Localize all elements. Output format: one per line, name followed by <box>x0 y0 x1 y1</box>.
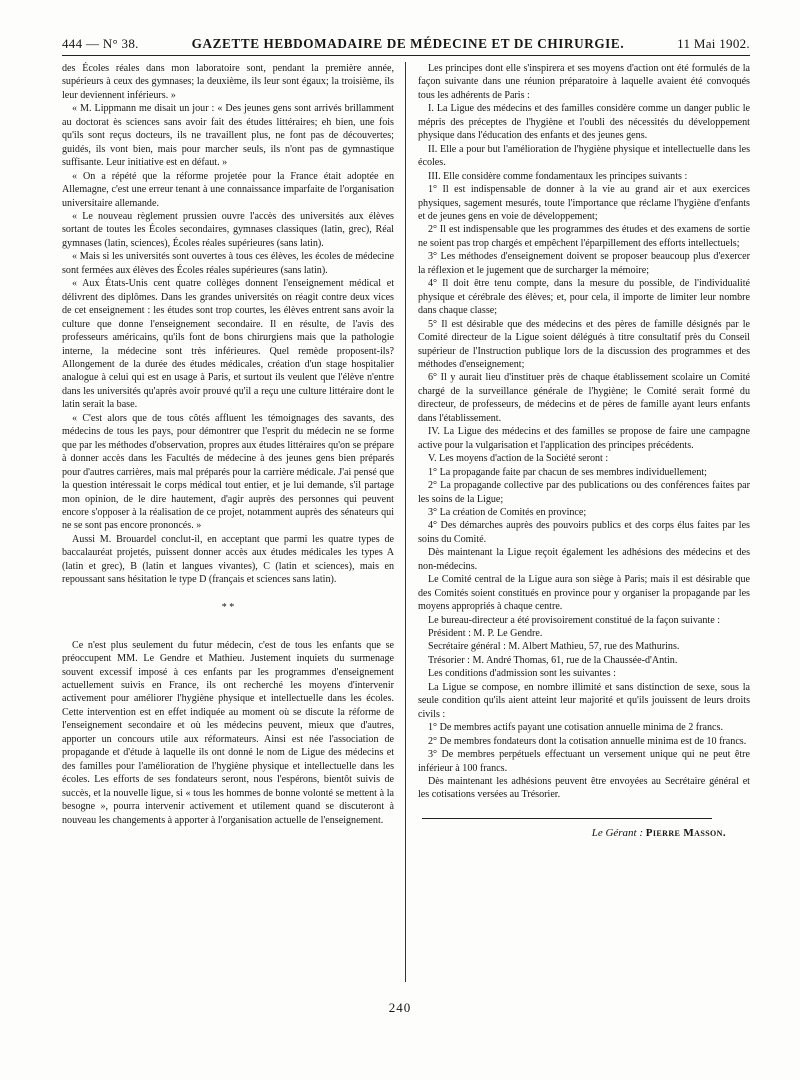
paragraph: V. Les moyens d'action de la Société seront : <box>428 453 609 465</box>
paragraph: Dès maintenant les adhésions peuvent être envoyées au Secrétaire général et les cotisations versées au Trésorier. <box>418 776 750 801</box>
paragraph: 1° Il est indispensable de donner à la vie au grand air et aux exercices physiques, sagement mesurés, toute l'importance que réclame l'hygiène d'enfants et de jeunes gens en voie de développement; <box>418 184 750 222</box>
signature <box>418 827 750 840</box>
paragraph: II. Elle a pour but l'amélioration de l'hygiène physique et intellectuelle dans les écoles. <box>418 143 750 169</box>
paragraph: 2° De membres fondateurs dont la cotisation annuelle minima est de 10 francs. <box>428 735 747 747</box>
paragraph: « C'est alors que de tous côtés affluent les témoignages des savants, des médecins de tous les pays, pour démontrer que l'esprit du médecin ne se forme que par les méthodes d'observation, propres aux études littéraires qu'on se prépare à donner accès dans les Facultés de médecine à des jeunes gens bien préparés pour d'autres carrières, mais mal préparés pour la carrière médicale. J'ai pensé que la question intéressait le corps médical tout entier, et je lui demande, s'il partage mon opinion, de le dire hautement, d'agir auprès des personnes qui peuvent encore s'opposer à la réalisation de ce projet, notamment auprès des sénateurs qui ne se sont pas encore prononcés. » <box>62 412 394 532</box>
paragraph: La Ligue se compose, en nombre illimité et sans distinction de sexe, sous la seule condition qu'ils aient atteint leur majorité et qu'ils jouissent de leurs droits civils : <box>418 681 750 720</box>
running-header <box>62 36 750 56</box>
column-divider <box>405 62 406 982</box>
two-column-body <box>62 62 750 840</box>
paragraph: I. La Ligue des médecins et des familles considère comme un danger public le mépris des préceptes de l'hygiène et l'oubli des nécessités du développement physique dans l'éducation des enfants et des jeunes gens. <box>418 103 750 142</box>
paragraph: 1° De membres actifs payant une cotisation annuelle minima de 2 francs. <box>428 722 723 734</box>
paragraph: 3° De membres perpétuels effectuant un versement unique qui ne peut être inférieur à 100 francs. <box>418 749 750 774</box>
paragraph: Président : M. P. Le Gendre. <box>428 628 543 640</box>
paragraph: « Mais si les universités sont ouvertes à tous ces élèves, les écoles de médecine sont fermées aux élèves des Écoles réales supérieures (sans latin). <box>62 251 394 276</box>
paragraph: 6° Il y aurait lieu d'instituer près de chaque établissement scolaire un Comité chargé de la surveillance générale de l'hygiène; le Comité serait formé du directeur, de professeurs, de médecins et de pères de famille ayant leurs enfants dans l'établissement. <box>418 372 750 424</box>
paragraph: Les principes dont elle s'inspirera et ses moyens d'action ont été formulés de la façon suivante dans une réunion préparatoire à laquelle avaient été convoqués tous les adhérents de Paris : <box>418 63 750 101</box>
paragraph: « M. Lippmann me disait un jour : « Des jeunes gens sont arrivés brillamment au doctorat ès sciences sans avoir fait des études littéraires; eh bien, une fois qu'ils sont reçus docteurs, ils ne travaillent plus, ne font pas de découvertes; guidés, ils vont bien, mais pour marcher seuls, ils n'ont pas de gymnastique suffisante. Leur initiative est en défaut. » <box>62 103 394 169</box>
paragraph: Dès maintenant la Ligue reçoit également les adhésions des médecins et des non-médecins. <box>418 547 750 572</box>
paragraph: 5° Il est désirable que des médecins et des pères de famille désignés par le Comité directeur de la Ligue soient délégués à titre consultatif près du Conseil supérieur de l'Instruction publique lors de la discussion des programmes et des méthodes d'enseignement; <box>418 318 750 370</box>
paragraph: Ce n'est plus seulement du futur médecin, c'est de tous les enfants que se préoccupent MM. Le Gendre et Mathieu. Justement inquiets du surmenage souvent excessif imposé à ces enfants par les programmes d'enseignement actuellement suivis en France, ils ont recherché les moyens d'intervenir activement pour améliorer l'hygiène physique et intellectuelle dans les écoles. Cette intervention est en effet indiquée au moment où se discute la réforme de l'enseignement secondaire et où les médecins peuvent, mieux que d'autres, apporter un concours utile aux réformateurs. Ainsi est née l'association de propagande et d'étude à laquelle ils ont donné le nom de Ligue des médecins et des familles pour l'amélioration de l'hygiène physique et intellectuelle dans les écoles. Les efforts de ses fondateurs seront, nous l'espérons, bientôt suivis de succès, et la nouvelle ligue, si « tous les hommes de bonne volonté se mettent à la besogne », pourra intervenir activement et utilement quand se discuteront à nouveau les changements à apporter à l'organisation actuelle de l'enseignement. <box>62 639 394 826</box>
paragraph: 1° La propagande faite par chacun de ses membres individuellement; <box>428 466 707 478</box>
page-number-header: 444 <box>62 36 83 51</box>
paragraph: « Le nouveau règlement prussien ouvre l'accès des universités aux élèves sortant de toutes les Écoles secondaires, gymnases classiques (latin, grec), Réal gymnases (latin, sciences), Écoles réales supérieures (sans latin). <box>62 210 394 249</box>
closing-rule <box>422 818 712 819</box>
paragraph: IV. La Ligue des médecins et des familles se propose de faire une campagne active pour la vulgarisation et l'application des principes précédents. <box>418 426 750 451</box>
paragraph: III. Elle considère comme fondamentaux les principes suivants : <box>428 170 688 182</box>
paragraph: 4° Des démarches auprès des pouvoirs publics et des corps élus faites par les soins du Comité. <box>418 520 750 545</box>
paragraph: 4° Il doit être tenu compte, dans la mesure du possible, de l'individualité physique et cérébrale des élèves; et, pour cela, il importe de limiter leur nombre dans chaque classe; <box>418 278 750 317</box>
page-number-footer: 240 <box>388 1000 412 1015</box>
paragraph: Aussi M. Brouardel conclut-il, en acceptant que parmi les quatre types de baccalauréat projetés, puissent donner accès aux études médicales les types A (latin et grec), B (latin et langues vivantes), C (latin et sciences), mais en repoussant sans hésitation le type D (français et sciences sans latin). <box>62 533 394 586</box>
paragraph: Le bureau-directeur a été provisoirement constitué de la façon suivante : <box>428 614 721 626</box>
left-column <box>62 62 394 840</box>
journal-title: GAZETTE HEBDOMADAIRE DE MÉDECINE ET DE CHIRURGIE. <box>191 36 625 51</box>
paragraph: 3° Les méthodes d'enseignement doivent se proposer beaucoup plus d'exercer la réflexion et le jugement que de surcharger la mémoire; <box>418 251 750 276</box>
page <box>62 36 750 840</box>
paragraph: des Écoles réales dans mon laboratoire sont, pendant la première année, supérieurs à ceux des gymnases; la deuxième, ils leur sont égaux; la troisième, ils leur deviennent inférieurs. » <box>62 63 394 101</box>
right-column <box>418 62 750 840</box>
signature-name: Pierre Masson. <box>645 826 726 839</box>
paragraph: Les conditions d'admission sont les suivantes : <box>428 668 616 680</box>
header-left <box>62 36 139 52</box>
section-separator-stars: * * <box>221 601 235 613</box>
paragraph: 2° Il est indispensable que les programmes des études et des examens de sortie ne soient pas trop chargés et empêchent l'éparpillement des efforts intellectuels; <box>418 224 750 249</box>
paragraph: Trésorier : M. André Thomas, 61, rue de la Chaussée-d'Antin. <box>428 654 678 666</box>
signature-label: Le Gérant : <box>591 826 644 839</box>
paragraph: Le Comité central de la Ligue aura son siège à Paris; mais il est désirable que des Comités soient constitués en province pour y organiser la propagande par les moyens appropriés à chaque centre. <box>418 574 750 613</box>
issue-date: 11 Mai 1902. <box>677 36 750 51</box>
paragraph: « On a répété que la réforme projetée pour la France était adoptée en Allemagne, c'est une erreur tenant à une connaissance imparfaite de l'organisation universitaire allemande. <box>62 170 394 209</box>
paragraph: Secrétaire général : M. Albert Mathieu, 57, rue des Mathurins. <box>428 641 680 653</box>
paragraph: « Aux États-Unis cent quatre collèges donnent l'enseignement médical et délivrent des diplômes. Dans les grandes universités on réagit contre deux vices de cet enseignement : les études sont trop courtes, les élèves entrent sans avoir la culture que donne l'enseignement secondaire. Il en résulte, de l'avis des professeurs américains, qu'ils font de bons chirurgiens mais que la pathologie interne, la médecine sont très inférieures. Quel remède proposent-ils? Allongement de la durée des études médicales, création d'un stage hospitalier analogue à celui qui est en usage à Paris, et surtout ils veulent que l'élève n'entre dans les universités qu'après avoir prouvé qu'il a reçu une culture littéraire dont le latin serait la base. <box>62 278 394 411</box>
paragraph: 3° La création de Comités en province; <box>428 506 587 518</box>
issue-number: — N° 38. <box>85 36 139 51</box>
paragraph: 2° La propagande collective par des publications ou des conférences faites par les soins de la Ligue; <box>418 480 750 505</box>
